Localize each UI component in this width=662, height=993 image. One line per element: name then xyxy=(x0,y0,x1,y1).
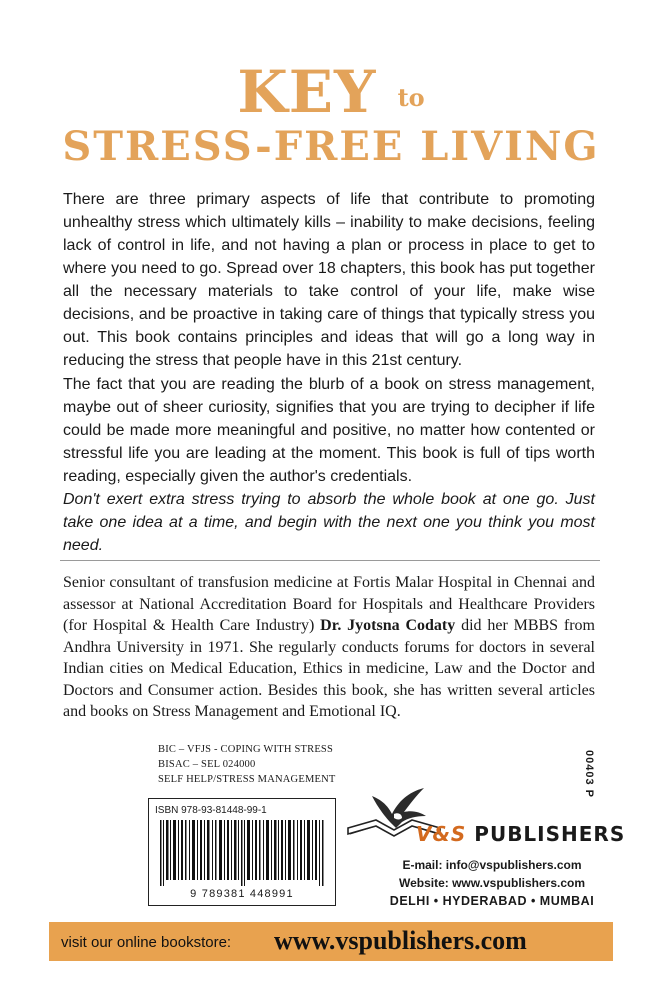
brand-vs: V&S xyxy=(416,822,467,846)
publisher-cities: DELHI • HYDERABAD • MUMBAI xyxy=(389,894,595,908)
brand-publishers: PUBLISHERS xyxy=(466,822,626,846)
publisher-email: E-mail: info@vspublishers.com xyxy=(402,858,582,872)
blurb-paragraph-1: There are three primary aspects of life that contribute to promoting unhealthy stress which ultimately kills – inability to make decisions, feeling lack of control in life, and not having a plan or process in place to get to where you need to go. Spread over 18 chapters, this book has put together all the necessary materials to take control of your life, make wise decisions, and be proactive in taking care of things that typically stress you out. This book contains principles and ideas that will go a long way in reducing the stress that people have in this 21st century. xyxy=(63,191,595,369)
publisher-brand xyxy=(416,822,625,846)
blurb-paragraph-2: The fact that you are reading the blurb of a book on stress management, maybe out of sheer curiosity, signifies that you are trying to decipher if life could be made more meaningful and positive, no matter how contented or stressful life you are leading at the moment. This book is full of tips worth reading, especially given the author's credentials. xyxy=(63,376,595,485)
author-bio-before: Senior consultant of transfusion medicine at Fortis Malar Hospital in Chennai and assessor at National Accreditation Board for Hospitals and Healthcare Providers (for Hospital & Health Care Industry) xyxy=(63,574,595,634)
author-bio-after: did her MBBS from Andhra University in 1971. She regularly conducts forums for doctors in several Indian cities on Medical Education, Ethics in medicine, Law and the Doctor and Doctors and Consumer action. Besides this book, she has written several articles and books on Stress Management and Emotional IQ. xyxy=(63,617,596,720)
title-key: KEY xyxy=(237,58,377,126)
bookstore-banner xyxy=(49,922,613,961)
book-title-line2: STRESS-FREE LIVING xyxy=(62,123,600,170)
publisher-code: 00403 P xyxy=(583,750,595,798)
isbn-label: ISBN 978-93-81448-99-1 xyxy=(155,805,267,816)
barcode-number: 9 789381 448991 xyxy=(190,888,294,900)
category-bisac: BISAC – SEL 024000 xyxy=(158,759,256,770)
title-to: to xyxy=(397,83,425,112)
barcode-bars xyxy=(158,820,328,886)
subject-categories xyxy=(158,742,336,787)
bookstore-label: visit our online bookstore: xyxy=(61,934,232,951)
bookstore-url[interactable]: www.vspublishers.com xyxy=(274,926,527,955)
author-name: Dr. Jyotsna Codaty xyxy=(320,617,456,634)
section-divider xyxy=(60,560,600,561)
publisher-website: Website: www.vspublishers.com xyxy=(398,876,586,890)
category-selfhelp: SELF HELP/STRESS MANAGEMENT xyxy=(158,774,336,785)
category-bic: BIC – VFJS - COPING WITH STRESS xyxy=(158,744,334,755)
author-bio xyxy=(63,572,595,723)
blurb-paragraph-3: Don't exert extra stress trying to absorb the whole book at one go. Just take one idea at a time, and begin with the next one you think you most need. xyxy=(63,491,595,554)
book-title-line1 xyxy=(0,58,662,128)
